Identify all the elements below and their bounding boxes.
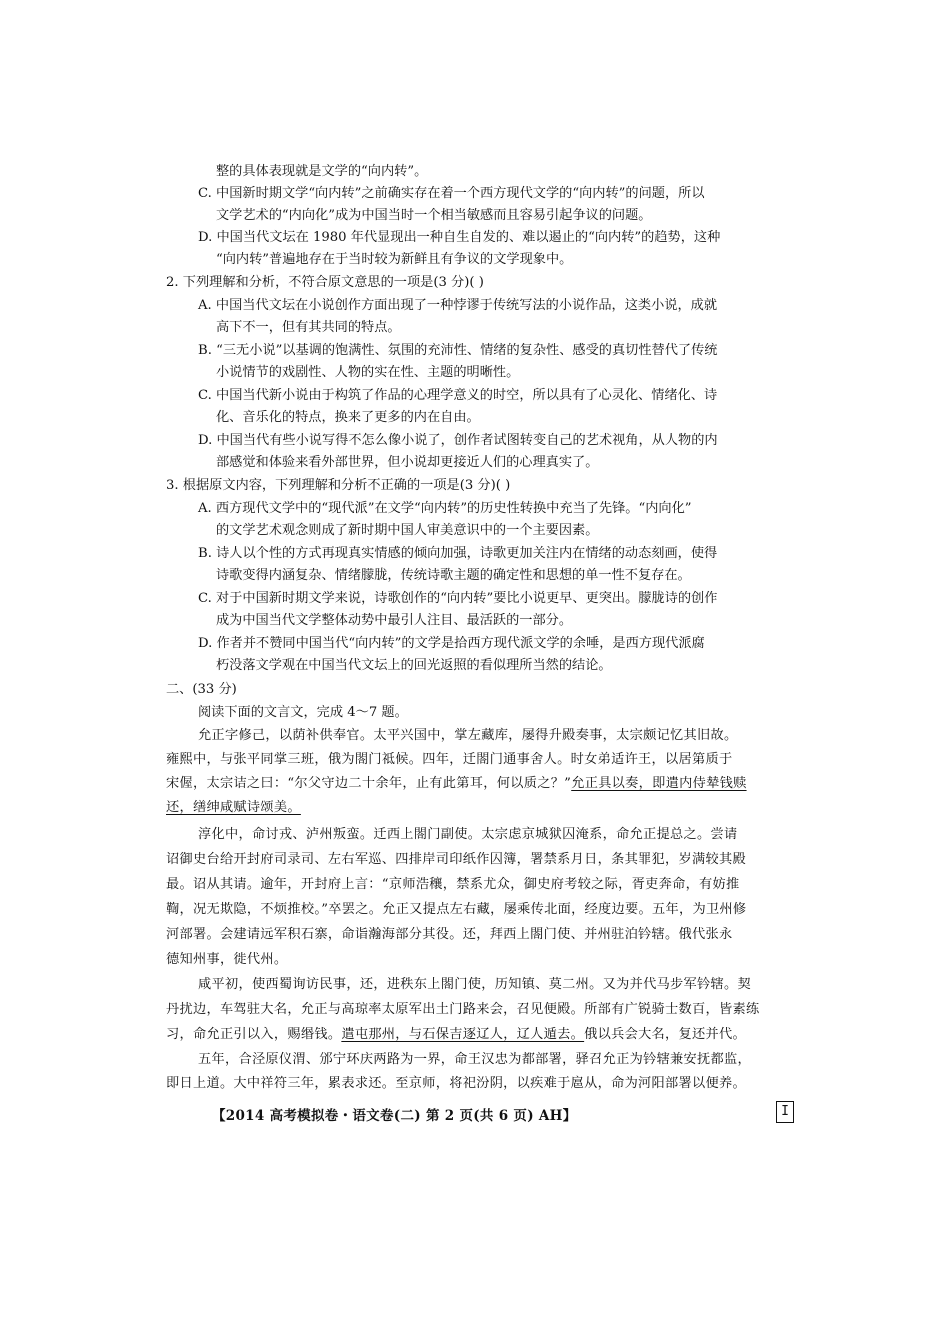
passage-line: 咸平初，使西蜀询访民事，还，进秩东上閤门使，历知镇、莫二州。又为并代马步军钤辖。契	[198, 977, 751, 992]
passage-line	[166, 774, 747, 794]
text-line: 高下不一，但有其共同的特点。	[216, 320, 401, 335]
question-2-stem: 2. 下列理解和分析，不符合原文意思的一项是(3 分)( )	[166, 275, 484, 290]
version-badge: I	[776, 1101, 794, 1123]
q2-option-c: C. 中国当代新小说由于构筑了作品的心理学意义的时空，所以具有了心灵化、情绪化、诗	[198, 388, 718, 403]
text-line: “向内转”普遍地存在于当时较为新鲜且有争议的文学现象中。	[216, 252, 573, 267]
passage-line: 丹扰边，车驾驻大名，允正与高琼率太原军出土门路来会，召见便殿。所部有广锐骑士数百，皆素练	[166, 1002, 760, 1017]
page-footer: 【2014 高考模拟卷・语文卷(二) 第 2 页(共 6 页) AH】	[212, 1108, 577, 1124]
option-d: D. 中国当代文坛在 1980 年代显现出一种自生自发的、难以遏止的“向内转”的趋势，这种	[198, 230, 721, 245]
passage-text: 习，命允正引以入，赐缗钱。	[166, 1027, 342, 1042]
q2-option-d: D. 中国当代有些小说写得不怎么像小说了，创作者试图转变自己的艺术视角，从人物的内	[198, 433, 718, 448]
question-3-stem: 3. 根据原文内容，下列理解和分析不正确的一项是(3 分)( )	[166, 478, 511, 493]
underlined-sentence: 允正具以奏，即遣内侍辇钱赎	[571, 776, 747, 791]
passage-text: 俄以兵会大名，复还并代。	[584, 1027, 746, 1042]
text-line: 成为中国当代文学整体动势中最引人注目、最活跃的一部分。	[216, 613, 573, 628]
q3-option-d: D. 作者并不赞同中国当代“向内转”的文学是拾西方现代派文学的余唾，是西方现代派腐	[198, 636, 705, 651]
q2-option-b: B. “三无小说”以基调的饱满性、氛围的充沛性、情绪的复杂性、感受的真切性替代了传统	[198, 343, 718, 358]
q2-option-a: A. 中国当代文坛在小说创作方面出现了一种悖谬于传统写法的小说作品，这类小说，成就	[198, 298, 718, 313]
passage-line	[166, 1025, 746, 1045]
q3-option-a: A. 西方现代文学中的“现代派”在文学“向内转”的历史性转换中充当了先锋。“内向化”	[198, 501, 692, 516]
text-line: 小说情节的戏剧性、人物的实在性、主题的明晰性。	[216, 365, 520, 380]
text-line: 部感觉和体验来看外部世界，但小说却更接近人们的心理真实了。	[216, 455, 599, 470]
option-c: C. 中国新时期文学“向内转”之前确实存在着一个西方现代文学的“向内转”的问题，所以	[198, 186, 705, 201]
text-line: 化、音乐化的特点，换来了更多的内在自由。	[216, 410, 480, 425]
passage-text: 宋偓，太宗诘之曰：“尔父守边二十余年，止有此第耳，何以质之？”	[166, 776, 572, 791]
passage-line: 允正字修己，以荫补供奉官。太平兴国中，掌左藏库，屡得升殿奏事，太宗颇记忆其旧故。	[198, 728, 738, 743]
passage-line: 河部署。会建请远军积石寨，命诣瀚海部分其役。还，拜西上閤门使、并州驻泊钤辖。俄代张永	[166, 927, 733, 942]
passage-line: 淳化中，命讨戎、泸州叛蛮。迁西上閤门副使。太宗虑京城狱囚淹系，命允正提总之。尝请	[198, 827, 738, 842]
passage-line: 鞫，况无欺隐，不烦推校。”卒罢之。允正又提点左右藏，屡乘传北面，经度边要。五年，为卫州修	[166, 902, 747, 917]
text-line: 整的具体表现就是文学的“向内转”。	[216, 164, 428, 179]
underlined-sentence: 遣屯那州，与石保吉逐辽人，辽人遁去。	[341, 1027, 585, 1042]
q3-option-b: B. 诗人以个性的方式再现真实情感的倾向加强，诗歌更加关注内在情绪的动态刻画，使得	[198, 546, 718, 561]
passage-line: 五年，合泾原仪渭、邠宁环庆两路为一界，命王汉忠为都部署，驿召允正为钤辖兼安抚都监，	[198, 1052, 751, 1067]
section-heading: 二、(33 分)	[166, 682, 237, 697]
underlined-sentence: 还，缮绅咸赋诗颂美。	[166, 800, 301, 815]
q3-option-c: C. 对于中国新时期文学来说，诗歌创作的“向内转”要比小说更早、更突出。朦胧诗的创作	[198, 591, 718, 606]
text-line: 的文学艺术观念则成了新时期中国人审美意识中的一个主要因素。	[216, 523, 599, 538]
passage-line: 德知州事，徙代州。	[166, 952, 288, 967]
passage-line: 诏御史台给开封府司录司、左右军巡、四排岸司印纸作囚簿，署禁系月日，条其罪犯，岁满较其殿	[166, 852, 746, 867]
passage-line	[166, 798, 301, 818]
text-line: 诗歌变得内涵复杂、情绪朦胧，传统诗歌主题的确定性和思想的单一性不复存在。	[216, 568, 691, 583]
text-line: 文学艺术的“内向化”成为中国当时一个相当敏感而且容易引起争议的问题。	[216, 208, 652, 223]
passage-line: 即日上道。大中祥符三年，累表求还。至京师，将祀汾阴，以疾难于扈从，命为河阳部署以便养。	[166, 1076, 746, 1091]
passage-line: 雍熙中，与张平同掌三班，俄为閤门祗候。四年，迁閤门通事舍人。时女弟适许王，以居第质于	[166, 752, 733, 767]
passage-line: 最。诏从其请。逾年，开封府上言：“京师浩穰，禁系尤众，御史府考较之际，胥吏奔命，有妨推	[166, 877, 740, 892]
instruction: 阅读下面的文言文，完成 4～7 题。	[198, 705, 408, 720]
text-line: 朽没落文学观在中国当代文坛上的回光返照的看似理所当然的结论。	[216, 658, 612, 673]
